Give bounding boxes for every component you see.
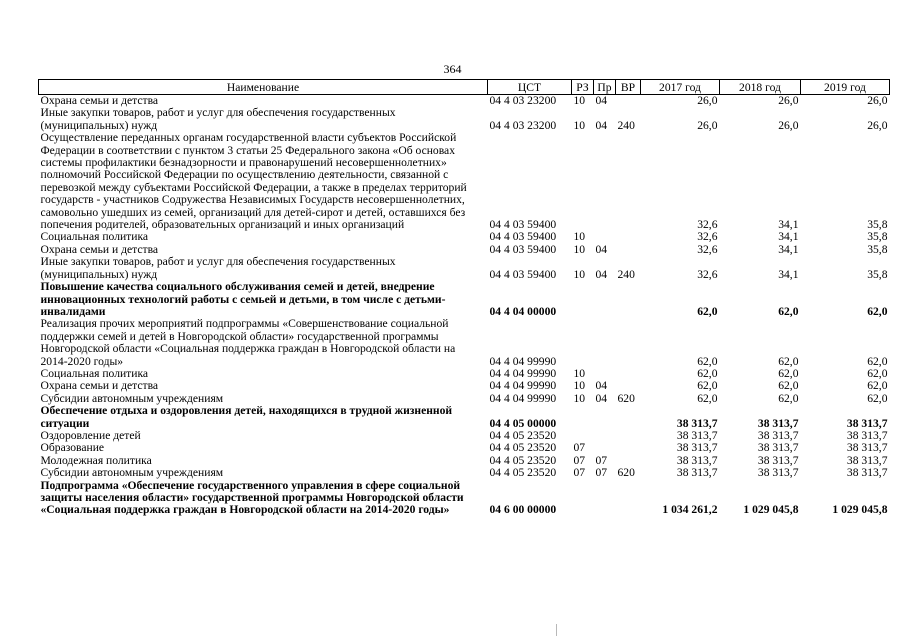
cell-name: Молодежная политика [40, 453, 152, 467]
cell-name: Охрана семьи и детства [40, 379, 159, 393]
cell-rz: 10 [573, 366, 586, 380]
cell-2018: 34,1 [778, 218, 799, 232]
cell-rz [572, 318, 594, 368]
cell-2017: 62,0 [697, 366, 718, 380]
cell-vr [616, 405, 641, 430]
cell-rz [572, 281, 594, 318]
cell-2017: 26,0 [697, 94, 718, 107]
cell-rz: 07 [573, 441, 586, 455]
cell-2017: 1 034 261,2 [662, 503, 718, 517]
cell-name: Социальная политика [40, 366, 149, 380]
cell-2017: 38 313,7 [676, 416, 718, 430]
cell-cst: 04 4 03 23200 [489, 118, 557, 132]
cell-2017: 62,0 [697, 391, 718, 405]
table-row [39, 380, 890, 392]
cell-pr [594, 480, 616, 517]
cell-name: Охрана семьи и детства [40, 94, 159, 107]
cell-2019: 62,0 [867, 354, 888, 368]
cell-2019: 38 313,7 [846, 466, 888, 480]
cell-vr [616, 132, 641, 231]
cell-vr [616, 95, 641, 108]
header-cst: ЦСТ [488, 80, 572, 95]
cell-rz: 07 [573, 466, 586, 480]
cell-cst: 04 4 04 99990 [489, 366, 557, 380]
cell-cst: 04 4 03 59400 [489, 267, 557, 281]
cell-2017: 32,6 [697, 230, 718, 244]
cell-2018: 34,1 [778, 267, 799, 281]
cell-2018: 34,1 [778, 230, 799, 244]
cell-2018: 38 313,7 [757, 453, 799, 467]
cell-rz [572, 132, 594, 231]
cell-vr: 620 [617, 466, 635, 480]
cell-rz: 10 [573, 267, 586, 281]
table-row [39, 132, 890, 231]
cell-cst: 04 4 05 00000 [489, 416, 557, 430]
cell-cst: 04 4 05 23520 [489, 441, 557, 455]
cell-rz [572, 405, 594, 430]
cell-2019: 38 313,7 [846, 441, 888, 455]
cell-2019: 35,8 [867, 230, 888, 244]
cell-name: Осуществление переданных органам государственной власти субъектов Российской Федерации в соответствии с пунктом 3 статьи 25 Федерального закона «Об основах системы профилактики безнадзорности и правонарушений несовершеннолетних» полномочий Российской Федерации по осуществлению деятельности, связанной с перевозкой между субъектами Российской Федерации, а также в пределах территорий государств - участников Содружества Независимых Государств несовершеннолетних, самовольно ушедших из семей, организаций для детей-сирот и детей, оставшихся без попечения родителей, образовательных организаций и иных организаций [40, 131, 467, 232]
cell-vr: 240 [617, 118, 635, 132]
cell-2019: 38 313,7 [846, 416, 888, 430]
cell-pr: 04 [595, 118, 608, 132]
cell-pr: 04 [595, 379, 608, 393]
cell-2018: 26,0 [778, 118, 799, 132]
cell-name: Реализация прочих мероприятий подпрограммы «Совершенствование социальной поддержки семей и детей в Новгородской области» государственной программы Новгородской области «Социальная поддержка граждан в Новгородской области на 2014-2020 годы» [40, 317, 456, 368]
cell-pr [594, 430, 616, 442]
cell-pr: 07 [595, 453, 608, 467]
cell-2017: 62,0 [697, 379, 718, 393]
cell-2017: 32,6 [697, 242, 718, 256]
cell-vr [616, 442, 641, 454]
table-row [39, 368, 890, 380]
cell-cst: 04 4 05 23520 [489, 428, 557, 442]
cell-2019: 38 313,7 [846, 453, 888, 467]
cell-2018: 38 313,7 [757, 416, 799, 430]
cell-2017: 62,0 [697, 304, 718, 318]
cell-rz [572, 480, 594, 517]
cell-pr [594, 231, 616, 243]
cell-2018: 34,1 [778, 242, 799, 256]
header-2019: 2019 год [801, 80, 890, 95]
cell-2019: 62,0 [867, 366, 888, 380]
table-row [39, 318, 890, 368]
table-row [39, 281, 890, 318]
table-row [39, 467, 890, 479]
cell-2017: 32,6 [697, 218, 718, 232]
cell-vr [616, 480, 641, 517]
header-pr: Пр [594, 80, 616, 95]
cell-pr: 04 [595, 391, 608, 405]
page-number: 364 [443, 62, 462, 76]
header-row [39, 80, 890, 95]
cell-vr: 620 [617, 391, 635, 405]
cell-cst: 04 4 03 59400 [489, 218, 557, 232]
cell-cst: 04 4 04 99990 [489, 391, 557, 405]
table-row [39, 405, 890, 430]
cell-vr [616, 318, 641, 368]
cell-rz: 10 [573, 379, 586, 393]
cell-2017: 38 313,7 [676, 466, 718, 480]
cell-2018: 38 313,7 [757, 466, 799, 480]
cell-pr [594, 405, 616, 430]
cell-2018: 62,0 [778, 366, 799, 380]
table-row [39, 231, 890, 243]
cell-cst: 04 4 04 99990 [489, 354, 557, 368]
cell-rz: 10 [573, 94, 586, 107]
cell-pr [594, 132, 616, 231]
cell-cst: 04 4 03 23200 [489, 94, 557, 107]
cell-name: Иные закупки товаров, работ и услуг для обеспечения государственных (муниципальных) нужд [40, 106, 396, 132]
cell-2019: 35,8 [867, 267, 888, 281]
cell-cst: 04 4 05 23520 [489, 453, 557, 467]
cell-cst: 04 4 04 99990 [489, 379, 557, 393]
header-name: Наименование [39, 80, 488, 95]
cell-name: Подпрограмма «Обеспечение государственного управления в сфере социальной защиты населения области» государственной программы Новгородской области «Социальная поддержка граждан в Новгородской области на 2014-2020 годы» [40, 478, 464, 517]
cell-vr [616, 380, 641, 392]
cell-2017: 38 313,7 [676, 428, 718, 442]
cell-2018: 62,0 [778, 354, 799, 368]
cell-2018: 38 313,7 [757, 441, 799, 455]
cell-2019: 26,0 [867, 94, 888, 107]
scan-mark [556, 624, 557, 636]
cell-vr [616, 368, 641, 380]
cell-2019: 38 313,7 [846, 428, 888, 442]
table-row [39, 256, 890, 281]
cell-2018: 62,0 [778, 379, 799, 393]
cell-rz: 10 [573, 242, 586, 256]
cell-2019: 62,0 [867, 379, 888, 393]
cell-pr [594, 281, 616, 318]
cell-2017: 26,0 [697, 118, 718, 132]
cell-2018: 1 029 045,8 [743, 503, 799, 517]
cell-2017: 62,0 [697, 354, 718, 368]
table-row [39, 442, 890, 454]
cell-name: Образование [40, 441, 105, 455]
cell-name: Оздоровление детей [40, 428, 141, 442]
cell-2018: 62,0 [778, 304, 799, 318]
header-rz: РЗ [572, 80, 594, 95]
cell-pr: 04 [595, 242, 608, 256]
cell-cst: 04 6 00 00000 [489, 503, 557, 517]
cell-vr [616, 430, 641, 442]
cell-vr [616, 244, 641, 256]
header-2018: 2018 год [720, 80, 801, 95]
cell-2018: 26,0 [778, 94, 799, 107]
cell-name: Иные закупки товаров, работ и услуг для обеспечения государственных (муниципальных) нужд [40, 255, 396, 281]
cell-2017: 38 313,7 [676, 453, 718, 467]
cell-2017: 32,6 [697, 267, 718, 281]
table-body [39, 95, 890, 517]
cell-vr [616, 281, 641, 318]
cell-2019: 62,0 [867, 304, 888, 318]
cell-2019: 35,8 [867, 242, 888, 256]
cell-pr: 04 [595, 94, 608, 107]
cell-rz: 10 [573, 118, 586, 132]
cell-vr: 240 [617, 267, 635, 281]
cell-2018: 38 313,7 [757, 428, 799, 442]
cell-2019: 1 029 045,8 [832, 503, 888, 517]
cell-2017: 38 313,7 [676, 441, 718, 455]
table-row [39, 480, 890, 517]
table-row [39, 107, 890, 132]
cell-pr [594, 318, 616, 368]
cell-2019: 26,0 [867, 118, 888, 132]
header-2017: 2017 год [641, 80, 720, 95]
header-vr: ВР [616, 80, 641, 95]
cell-name: Охрана семьи и детства [40, 242, 159, 256]
cell-cst: 04 4 03 59400 [489, 242, 557, 256]
cell-name: Субсидии автономным учреждениям [40, 466, 224, 480]
cell-2019: 62,0 [867, 391, 888, 405]
budget-table [38, 79, 890, 517]
cell-rz: 07 [573, 453, 586, 467]
cell-2019: 35,8 [867, 218, 888, 232]
cell-pr [594, 442, 616, 454]
cell-cst: 04 4 04 00000 [489, 304, 557, 318]
cell-rz: 10 [573, 391, 586, 405]
cell-vr [616, 231, 641, 243]
cell-pr: 04 [595, 267, 608, 281]
cell-name: Повышение качества социального обслуживания семей и детей, внедрение инновационных технологий работы с семьей и детьми, в том числе с детьми-инвалидами [40, 280, 446, 318]
cell-name: Субсидии автономным учреждениям [40, 391, 224, 405]
cell-name: Социальная политика [40, 230, 149, 244]
cell-cst: 04 4 03 59400 [489, 230, 557, 244]
cell-rz: 10 [573, 230, 586, 244]
cell-2018: 62,0 [778, 391, 799, 405]
cell-pr: 07 [595, 466, 608, 480]
cell-name: Обеспечение отдыха и оздоровления детей, находящихся в трудной жизненной ситуации [40, 404, 453, 430]
cell-cst: 04 4 05 23520 [489, 466, 557, 480]
